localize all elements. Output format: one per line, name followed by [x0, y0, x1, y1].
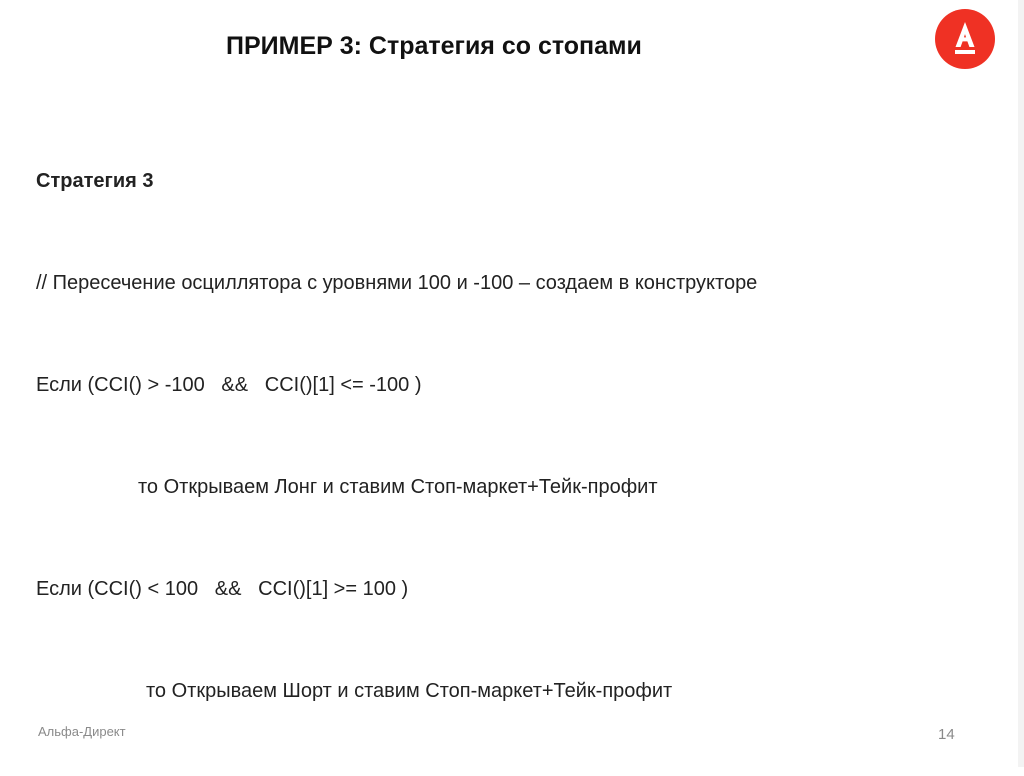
slide-title: ПРИМЕР 3: Стратегия со стопами — [226, 32, 642, 60]
strategy-text-block — [36, 96, 757, 776]
long-condition: Если (CCI() > -100 && CCI()[1] <= -100 ) — [36, 374, 422, 396]
alfa-letter-icon — [935, 9, 995, 69]
strategy-comment: // Пересечение осциллятора с уровнями 100 и -100 – создаем в конструкторе — [36, 272, 758, 294]
footer-brand: Альфа-Директ — [38, 724, 126, 739]
page-number: 14 — [938, 726, 955, 743]
slide-edge — [1018, 0, 1024, 767]
long-action: то Открываем Лонг и ставим Стоп-маркет+Тейк-профит — [138, 476, 658, 498]
strategy-heading: Стратегия 3 — [36, 170, 154, 192]
short-action: то Открываем Шорт и ставим Стоп-маркет+Тейк-профит — [146, 680, 673, 702]
short-condition: Если (CCI() < 100 && CCI()[1] >= 100 ) — [36, 578, 409, 600]
alfa-logo-icon — [935, 9, 995, 69]
